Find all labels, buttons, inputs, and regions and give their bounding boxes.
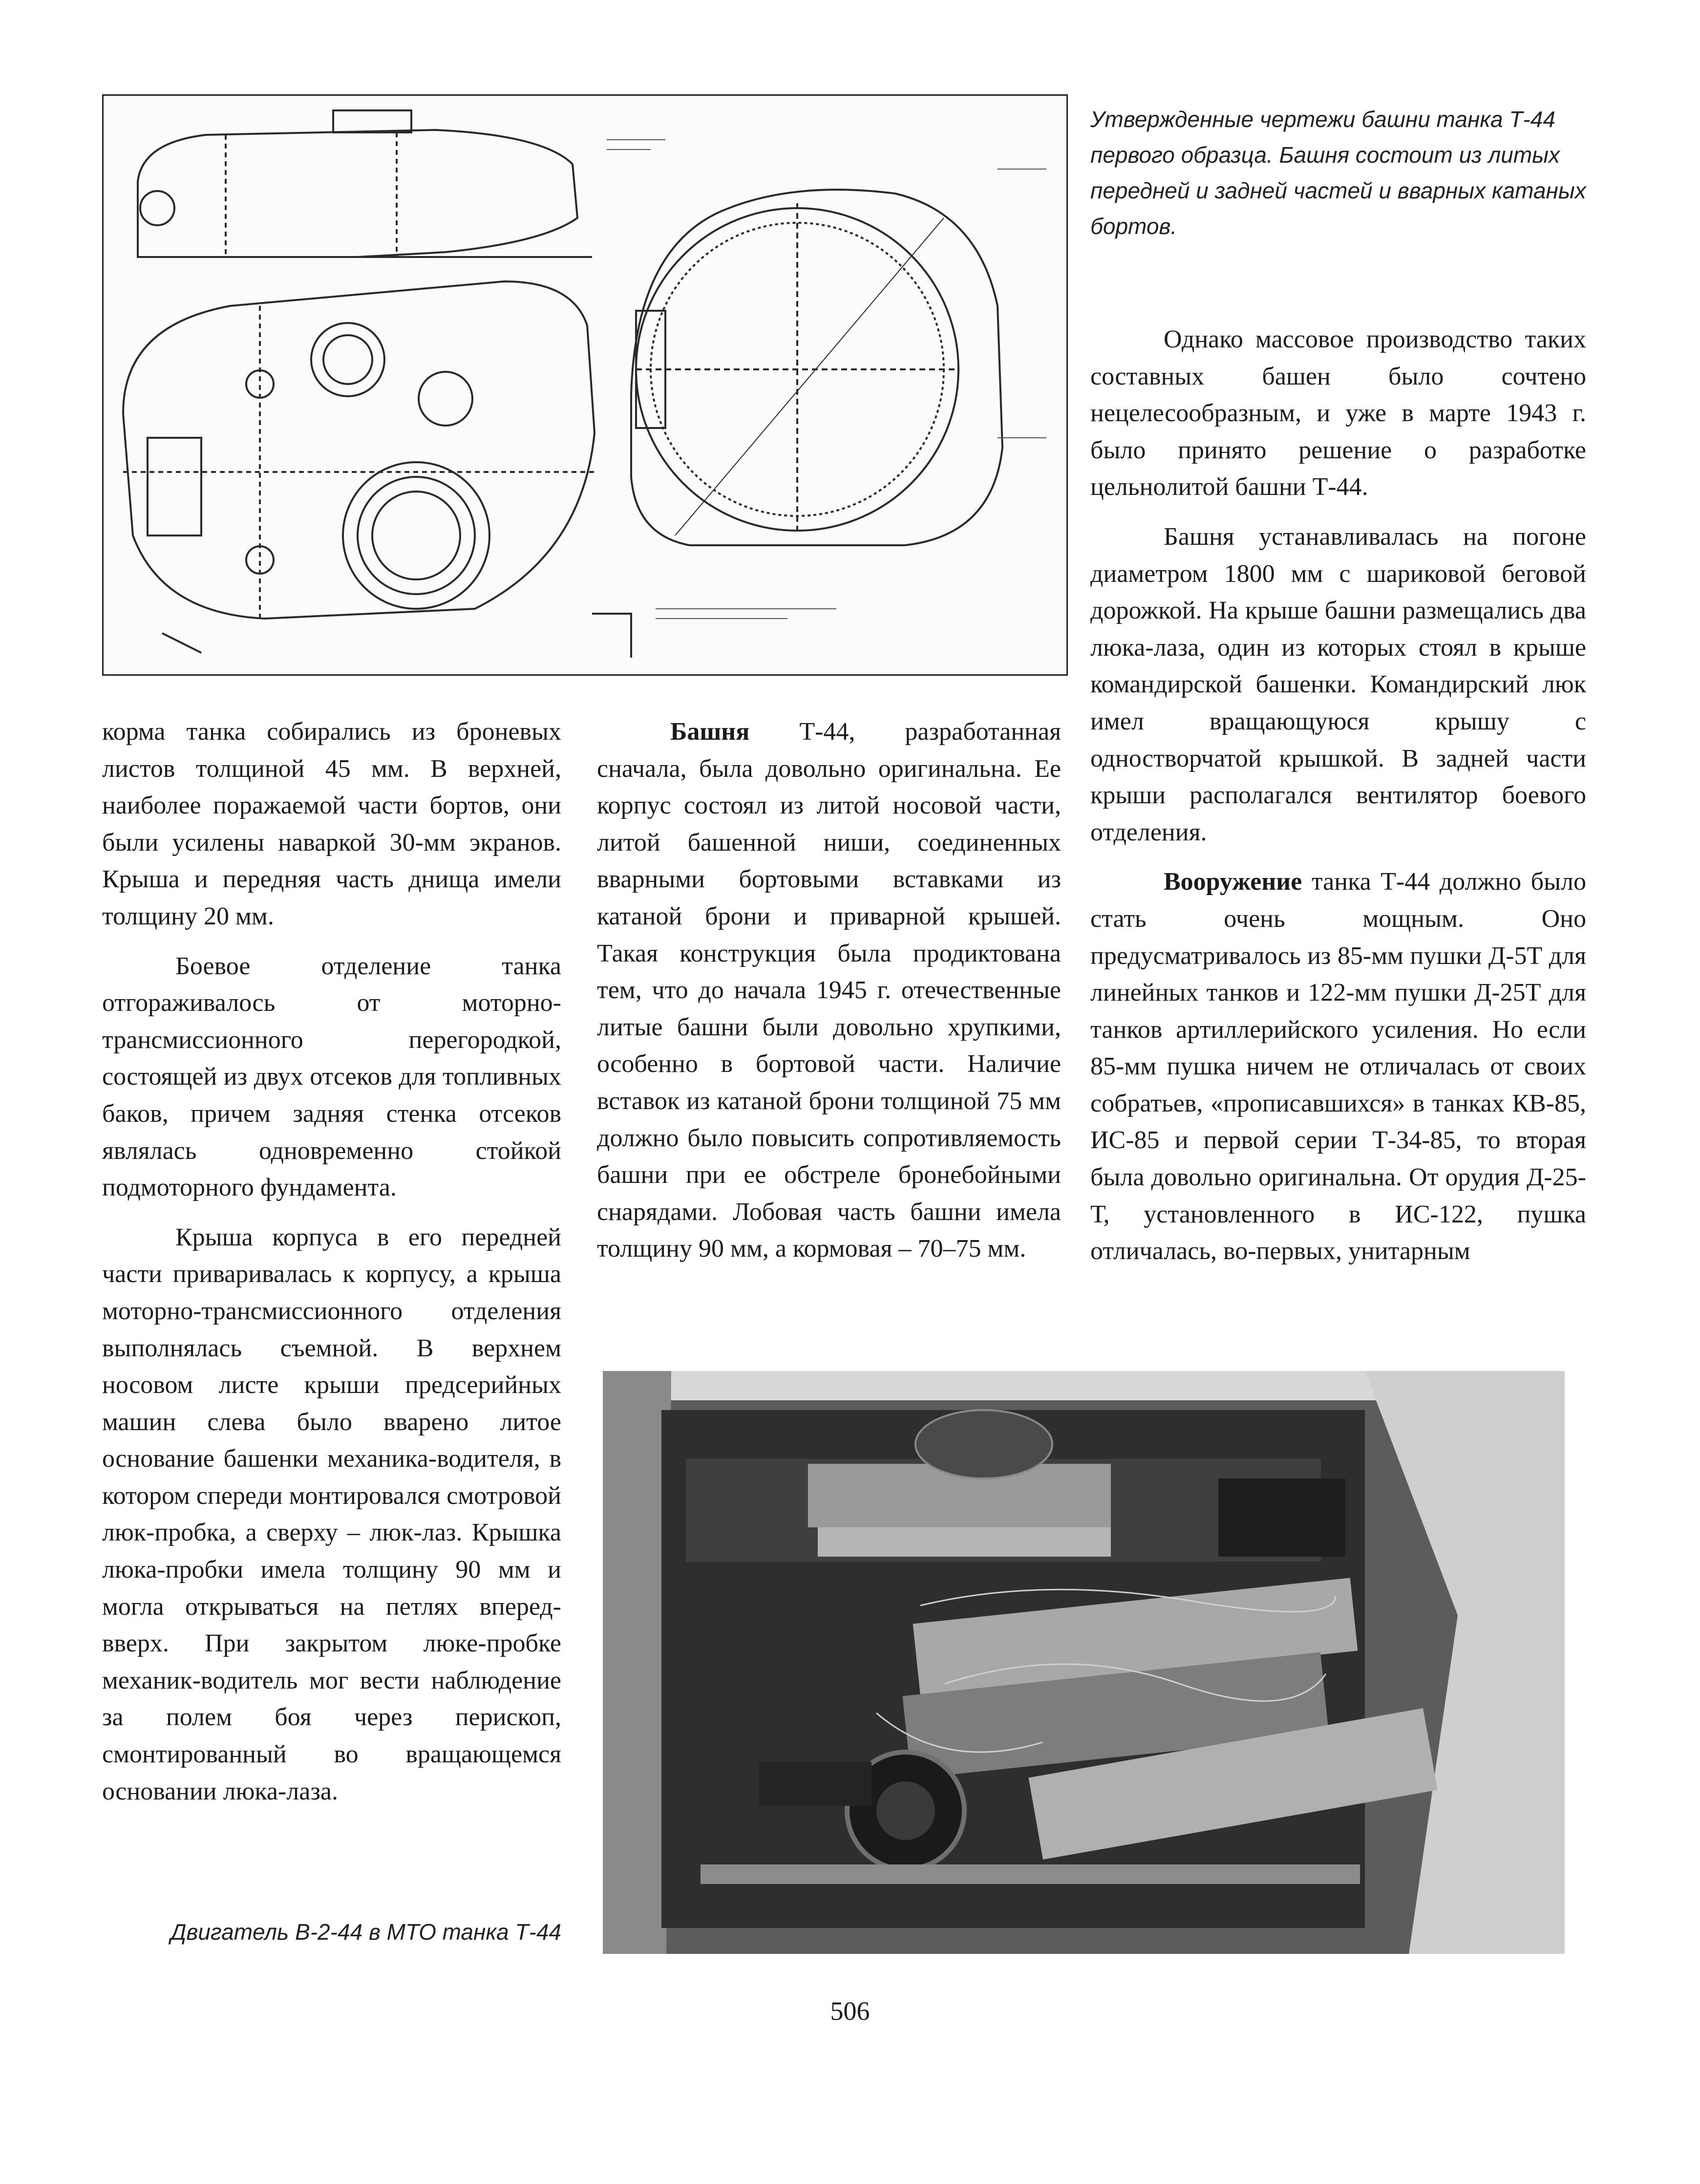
top-figure-caption: Утвержденные чертежи башни танка Т-44 первого образца. Башня состоит из литых передней и задней частей и вварных катаных бортов. (1090, 107, 1586, 239)
middle-column-text (597, 713, 1061, 1267)
armament-heading: Вооружение (1164, 868, 1302, 896)
engine-photo (603, 1371, 1565, 1954)
turret-blueprint-image (104, 96, 1066, 674)
right-paragraph-2: Башня устанавливалась на погоне диаметром 1800 мм с шариковой беговой дорожкой. На крыше башни размещались два люка-лаза, один из которых стоял в крыше командирской башенки. Командирский люк имел вращающуюся крышу с одностворчатой крышкой. В задней части крыши располагался вентилятор боевого отделения. (1090, 522, 1586, 846)
right-paragraph-3-text: танка Т-44 должно было стать очень мощным. Оно предусматривалось из 85-мм пушки Д-5Т для линейных танков и 122-мм пушки Д-25Т для танков артиллерийского усиления. Но если 85-мм пушка ничем не отличалась от своих собратьев, «прописавшихся» в танках КВ-85, ИС-85 и первой серии Т-34-85, то вторая была довольно оригинальна. От орудия Д-25-Т, установленного в ИС-122, пушка отличалась, во-первых, унитарным (1090, 868, 1586, 1265)
right-column-text (1090, 321, 1586, 1270)
left-column-text (102, 713, 561, 1810)
middle-paragraph-1 (597, 713, 1061, 1267)
engine-compartment-image (603, 1371, 1565, 1954)
turret-heading: Башня (670, 718, 750, 746)
right-paragraph-1: Однако массовое производство таких составных башен было сочтено нецелесообразным, и уже в марте 1943 г. было принято решение о разработке цельнолитой башни Т-44. (1090, 325, 1586, 501)
left-paragraph-3: Крыша корпуса в его передней части приваривалась к корпусу, а крыша моторно-трансмиссионного отделения выполнялась съемной. В верхнем носовом листе крыши предсерийных машин слева было вварено литое основание башенки механика-водителя, в котором спереди монтировался смотровой люк-пробка, а сверху – люк-лаз. Крышка люка-пробки имела толщину 90 мм и могла открываться на петлях вперед-вверх. При закрытом люке-пробке механик-водитель мог вести наблюдение за полем боя через перископ, смонтированный во вращающемся основании люка-лаза. (102, 1223, 561, 1805)
left-paragraph-1: корма танка собирались из броневых листов толщиной 45 мм. В верхней, наиболее поражаемой части бортов, они были усилены наваркой 30-мм экранов. Крыша и передняя часть днища имели толщину 20 мм. (102, 718, 561, 930)
page-number: 506 (830, 1996, 870, 2026)
bottom-figure-caption: Двигатель В-2-44 в МТО танка Т-44 (170, 1919, 561, 1945)
left-paragraph-2: Боевое отделение танка отгораживалось от моторно-трансмиссионного перегородкой, состоящей из двух отсеков для топливных баков, причем задняя стенка отсеков являлась одновременно стойкой подмоторного фундамента. (102, 952, 561, 1202)
turret-drawing-figure (102, 94, 1068, 676)
right-paragraph-3 (1090, 863, 1586, 1270)
middle-paragraph-1-text: Т-44, разработанная сначала, была довольно оригинальна. Ее корпус состоял из литой носовой части, литой башенной ниши, соединенных вварными бортовыми вставками из катаной брони и приварной крышей. Такая конструкция была продиктована тем, что до начала 1945 г. отечественные литые башни были довольно хрупкими, особенно в бортовой части. Наличие вставок из катаной брони толщиной 75 мм должно было повысить сопротивляемость башни при ее обстреле бронебойными снарядами. Лобовая часть башни имела толщину 90 мм, а кормовая – 70–75 мм. (597, 718, 1061, 1263)
